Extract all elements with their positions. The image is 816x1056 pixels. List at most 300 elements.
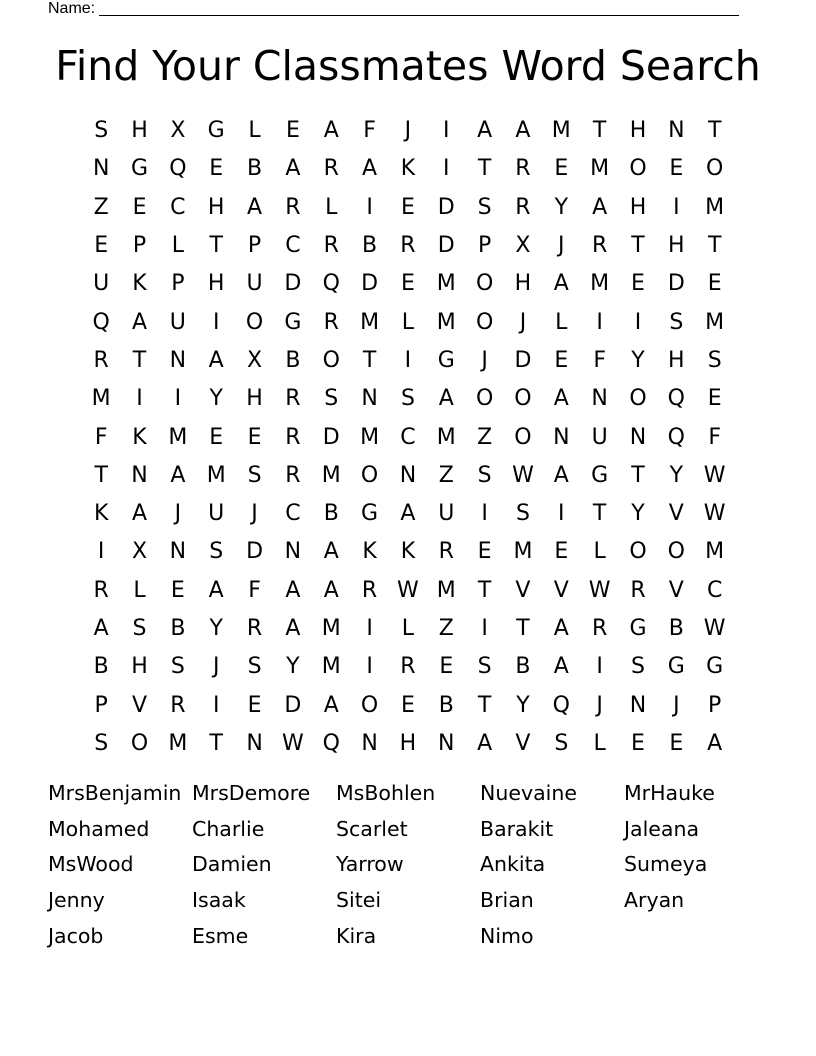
grid-letter: R — [515, 194, 531, 220]
grid-letter: D — [284, 692, 302, 718]
grid-letter: J — [404, 118, 412, 144]
grid-letter: S — [400, 386, 415, 412]
grid-letter: F — [593, 347, 606, 373]
grid-letter: J — [481, 347, 488, 373]
grid-letter: H — [668, 233, 685, 259]
grid-letter: K — [362, 539, 377, 565]
grid-letter: C — [400, 424, 416, 450]
grid-letter: N — [284, 539, 302, 565]
grid-letter: M — [436, 424, 456, 450]
grid-letter: E — [631, 271, 645, 297]
grid-letter: O — [475, 309, 494, 335]
grid-letter: Z — [477, 424, 493, 450]
word-list-item: Isaak — [192, 888, 246, 913]
grid-row — [82, 418, 735, 456]
grid-letter: M — [705, 194, 725, 220]
grid-letter: S — [132, 616, 147, 641]
page-title: Find Your Classmates Word Search — [55, 42, 761, 90]
grid-letter: R — [323, 233, 339, 259]
grid-letter: N — [92, 156, 110, 182]
grid-letter: A — [170, 462, 186, 488]
grid-letter: R — [630, 577, 646, 603]
grid-letter: F — [94, 424, 108, 450]
grid-letter: R — [285, 462, 301, 488]
grid-letter: O — [667, 539, 685, 565]
word-list-item: Charlie — [192, 816, 265, 841]
grid-letter: R — [438, 539, 454, 565]
grid-letter: G — [706, 654, 724, 680]
grid-letter: D — [437, 233, 455, 259]
grid-letter: C — [285, 233, 301, 259]
grid-row — [82, 686, 735, 724]
grid-letter: G — [437, 347, 455, 373]
grid-letter: X — [515, 233, 531, 259]
grid-letter: B — [362, 233, 378, 259]
grid-letter: E — [439, 654, 454, 680]
grid-letter: R — [400, 654, 416, 680]
grid-letter: O — [514, 424, 532, 450]
grid-letter: E — [247, 692, 262, 718]
grid-letter: Q — [667, 424, 685, 450]
grid-letter: D — [361, 271, 379, 297]
grid-letter: R — [591, 616, 608, 641]
grid-letter: O — [475, 271, 494, 297]
grid-letter: I — [558, 501, 565, 527]
grid-row — [82, 227, 735, 265]
grid-letter: S — [477, 462, 492, 488]
grid-letter: M — [360, 309, 380, 335]
word-list-item: Kira — [336, 923, 377, 948]
grid-letter: F — [708, 424, 721, 450]
grid-row — [82, 495, 735, 533]
grid-row — [82, 572, 735, 610]
grid-letter: E — [554, 539, 569, 565]
grid-letter: T — [516, 616, 530, 641]
word-list-item: Aryan — [624, 888, 685, 913]
grid-letter: N — [169, 539, 187, 565]
grid-letter: T — [592, 501, 607, 527]
grid-letter: M — [590, 156, 610, 182]
grid-letter: E — [170, 577, 185, 603]
grid-letter: R — [93, 347, 109, 373]
grid-letter: S — [515, 501, 530, 527]
grid-letter: I — [443, 156, 450, 182]
grid-letter: M — [321, 654, 341, 680]
grid-letter: X — [247, 347, 263, 373]
grid-letter: J — [673, 692, 680, 718]
grid-letter: H — [207, 271, 225, 297]
grid-letter: V — [553, 577, 569, 603]
grid-letter: T — [209, 233, 223, 259]
grid-letter: E — [209, 424, 224, 450]
grid-letter: S — [247, 654, 262, 680]
grid-letter: P — [708, 692, 722, 718]
grid-letter: N — [399, 462, 417, 488]
grid-letter: I — [673, 194, 680, 220]
grid-letter: J — [174, 501, 182, 527]
grid-letter: A — [592, 194, 608, 220]
grid-letter: V — [515, 730, 531, 756]
word-list-item: Nimo — [480, 923, 534, 948]
grid-letter: T — [477, 156, 492, 182]
word-list-item: MrsBenjamin — [48, 781, 182, 805]
grid-letter: I — [481, 616, 488, 641]
grid-letter: V — [668, 501, 684, 527]
grid-letter: E — [400, 194, 415, 220]
grid-letter: Z — [438, 462, 454, 488]
grid-letter: O — [514, 386, 532, 412]
grid-letter: Y — [554, 194, 569, 220]
grid-letter: R — [361, 577, 378, 603]
grid-letter: Q — [667, 386, 685, 412]
grid-letter: M — [360, 424, 380, 450]
grid-letter: M — [206, 462, 226, 488]
grid-letter: A — [553, 271, 569, 297]
grid-letter: E — [132, 194, 147, 220]
grid-letter: N — [169, 347, 187, 373]
grid-row — [82, 457, 735, 495]
grid-row — [82, 265, 735, 303]
grid-letter: Q — [322, 730, 340, 756]
grid-letter: A — [323, 577, 339, 603]
word-list-item: Esme — [192, 923, 249, 948]
grid-letter: R — [591, 233, 608, 259]
grid-letter: A — [362, 156, 378, 182]
grid-letter: L — [555, 309, 568, 335]
grid-letter: U — [591, 424, 608, 450]
grid-letter: H — [131, 118, 148, 144]
grid-letter: R — [515, 156, 531, 182]
grid-letter: A — [477, 118, 493, 144]
grid-letter: H — [246, 386, 263, 412]
grid-letter: D — [284, 271, 302, 297]
grid-letter: J — [596, 692, 603, 718]
grid-letter: A — [93, 616, 109, 641]
grid-letter: B — [515, 654, 531, 680]
grid-letter: H — [514, 271, 532, 297]
grid-letter: K — [400, 539, 416, 565]
grid-letter: O — [360, 692, 379, 718]
grid-letter: S — [94, 730, 109, 756]
grid-letter: N — [591, 386, 608, 412]
grid-letter: T — [477, 692, 492, 718]
grid-letter: H — [399, 730, 417, 756]
grid-row — [82, 725, 735, 763]
grid-letter: P — [247, 233, 262, 259]
grid-letter: I — [443, 118, 450, 144]
grid-letter: I — [212, 692, 220, 718]
grid-letter: N — [553, 424, 570, 450]
grid-letter: A — [438, 386, 454, 412]
grid-letter: L — [325, 194, 338, 220]
grid-letter: G — [207, 118, 225, 144]
grid-letter: Y — [631, 501, 645, 527]
grid-letter: B — [668, 616, 684, 641]
word-list-item: Sumeya — [624, 852, 708, 877]
grid-letter: O — [629, 539, 647, 565]
grid-letter: I — [404, 347, 412, 373]
grid-letter: A — [247, 194, 263, 220]
grid-letter: I — [481, 501, 488, 527]
grid-letter: B — [285, 347, 301, 373]
grid-letter: A — [323, 118, 339, 144]
grid-row — [82, 380, 735, 418]
grid-letter: H — [629, 118, 647, 144]
grid-letter: U — [169, 309, 186, 335]
grid-letter: O — [130, 730, 149, 756]
grid-letter: G — [667, 654, 685, 680]
grid-letter: A — [553, 654, 569, 680]
grid-letter: K — [132, 424, 147, 450]
grid-letter: N — [361, 386, 378, 412]
grid-letter: R — [285, 386, 301, 412]
grid-letter: D — [514, 347, 532, 373]
grid-letter: Q — [169, 156, 187, 182]
word-list — [48, 776, 768, 954]
grid-letter: S — [247, 462, 262, 488]
grid-letter: T — [707, 118, 722, 144]
grid-letter: G — [284, 309, 302, 335]
grid-letter: M — [321, 462, 341, 488]
grid-letter: A — [131, 501, 148, 527]
grid-row — [82, 303, 735, 341]
grid-letter: I — [174, 386, 182, 412]
grid-letter: A — [553, 386, 569, 412]
grid-letter: I — [97, 539, 105, 565]
grid-letter: L — [248, 118, 261, 144]
grid-letter: S — [477, 654, 492, 680]
grid-letter: E — [94, 233, 109, 259]
grid-letter: N — [629, 424, 647, 450]
grid-letter: V — [515, 577, 531, 603]
grid-letter: L — [593, 730, 606, 756]
grid-letter: O — [475, 386, 494, 412]
grid-letter: S — [170, 654, 185, 680]
grid-letter: E — [707, 386, 722, 412]
grid-letter: T — [209, 730, 223, 756]
grid-letter: G — [629, 616, 647, 641]
grid-letter: N — [629, 692, 647, 718]
grid-letter: O — [706, 156, 724, 182]
grid-letter: S — [94, 118, 109, 144]
grid-letter: M — [590, 271, 610, 297]
grid-letter: Q — [552, 692, 570, 718]
grid-letter: M — [705, 309, 725, 335]
grid-letter: D — [667, 271, 685, 297]
grid-letter: L — [401, 309, 415, 335]
grid-letter: B — [93, 654, 109, 680]
grid-letter: R — [285, 194, 301, 220]
grid-letter: M — [436, 577, 456, 603]
grid-letter: Y — [631, 347, 645, 373]
grid-row — [82, 112, 735, 150]
name-blank-line — [99, 0, 739, 16]
grid-letter: T — [132, 347, 147, 373]
grid-letter: N — [361, 730, 378, 756]
grid-letter: A — [515, 118, 531, 144]
grid-letter: I — [366, 654, 373, 680]
grid-letter: Z — [93, 194, 109, 220]
grid-letter: I — [136, 386, 143, 412]
grid-letter: S — [554, 730, 569, 756]
grid-letter: S — [324, 386, 339, 412]
grid-letter: H — [131, 654, 148, 680]
grid-letter: C — [170, 194, 186, 220]
grid-letter: G — [591, 462, 609, 488]
grid-letter: E — [247, 424, 262, 450]
grid-letter: S — [209, 539, 224, 565]
grid-letter: A — [208, 347, 224, 373]
grid-letter: J — [519, 309, 527, 335]
grid-letter: T — [477, 577, 492, 603]
word-list-item: MrHauke — [624, 781, 715, 805]
grid-letter: M — [513, 539, 533, 565]
word-list-item: Ankita — [480, 852, 546, 877]
grid-letter: P — [171, 271, 185, 297]
grid-letter: M — [551, 118, 571, 144]
grid-letter: E — [707, 271, 722, 297]
grid-letter: A — [400, 501, 416, 527]
word-list-item: Damien — [192, 852, 272, 877]
grid-letter: M — [168, 730, 188, 756]
grid-letter: B — [438, 692, 454, 718]
word-list-item: MsWood — [48, 852, 134, 877]
grid-letter: S — [631, 654, 645, 680]
grid-letter: B — [323, 501, 339, 527]
grid-letter: B — [170, 616, 186, 641]
word-list-item: Yarrow — [336, 852, 404, 877]
grid-letter: N — [131, 462, 148, 488]
grid-letter: I — [366, 194, 373, 220]
grid-letter: Y — [516, 692, 530, 718]
grid-letter: A — [208, 577, 224, 603]
grid-letter: Q — [92, 309, 110, 335]
grid-letter: I — [212, 309, 220, 335]
grid-letter: U — [93, 271, 110, 297]
grid-letter: H — [207, 194, 225, 220]
grid-letter: K — [400, 156, 416, 182]
grid-letter: X — [131, 539, 148, 565]
word-list-item: Nuevaine — [480, 781, 577, 805]
grid-letter: M — [91, 386, 111, 412]
grid-letter: T — [631, 233, 645, 259]
word-list-item: Brian — [480, 888, 534, 913]
grid-letter: H — [668, 347, 685, 373]
grid-letter: A — [707, 730, 723, 756]
grid-letter: O — [360, 462, 379, 488]
grid-letter: P — [477, 233, 492, 259]
grid-letter: E — [477, 539, 492, 565]
grid-letter: Y — [669, 462, 684, 488]
grid-letter: K — [132, 271, 147, 297]
grid-letter: L — [133, 577, 146, 603]
grid-letter: O — [245, 309, 264, 335]
grid-letter: G — [130, 156, 149, 182]
grid-letter: W — [703, 462, 726, 488]
grid-letter: T — [362, 347, 377, 373]
grid-letter: M — [705, 539, 725, 565]
grid-letter: S — [707, 347, 722, 373]
word-list-item: Mohamed — [48, 816, 150, 841]
grid-letter: I — [366, 616, 373, 641]
grid-letter: B — [247, 156, 263, 182]
name-label: Name: — [48, 0, 96, 17]
grid-row — [82, 189, 735, 227]
grid-letter: I — [634, 309, 642, 335]
grid-letter: L — [593, 539, 606, 565]
grid-letter: A — [477, 730, 493, 756]
grid-letter: W — [703, 616, 726, 641]
grid-letter: W — [512, 462, 534, 488]
grid-row — [82, 610, 735, 648]
grid-row — [82, 533, 735, 571]
grid-letter: Q — [322, 271, 340, 297]
grid-letter: O — [322, 347, 340, 373]
grid-letter: T — [707, 233, 722, 259]
grid-letter: H — [629, 194, 647, 220]
grid-letter: P — [132, 233, 147, 259]
grid-letter: W — [703, 501, 726, 527]
grid-letter: F — [363, 118, 376, 144]
grid-letter: T — [631, 462, 645, 488]
name-field — [48, 0, 739, 18]
grid-letter: A — [323, 539, 339, 565]
grid-letter: W — [397, 577, 419, 603]
grid-letter: E — [285, 118, 300, 144]
word-list-item: MsBohlen — [336, 781, 436, 805]
grid-letter: W — [588, 577, 611, 603]
grid-letter: R — [323, 156, 339, 182]
grid-letter: E — [400, 271, 415, 297]
grid-letter: M — [436, 309, 456, 335]
word-list-item: Barakit — [480, 816, 554, 841]
grid-letter: R — [400, 233, 416, 259]
grid-letter: R — [93, 577, 109, 603]
word-list-item: MrsDemore — [192, 781, 311, 805]
grid-letter: U — [438, 501, 455, 527]
grid-letter: M — [321, 616, 341, 641]
grid-letter: O — [629, 156, 647, 182]
grid-letter: A — [285, 577, 301, 603]
grid-letter: R — [170, 692, 186, 718]
grid-letter: I — [596, 309, 603, 335]
grid-letter: E — [554, 347, 569, 373]
letter-grid — [82, 112, 735, 763]
grid-letter: A — [131, 309, 148, 335]
grid-letter: M — [436, 271, 456, 297]
grid-letter: Z — [438, 616, 454, 641]
grid-letter: N — [668, 118, 685, 144]
grid-letter: J — [251, 501, 258, 527]
grid-letter: N — [438, 730, 455, 756]
grid-letter: K — [93, 501, 109, 527]
grid-letter: D — [322, 424, 340, 450]
word-list-item: Jacob — [48, 923, 104, 948]
grid-letter: E — [631, 730, 645, 756]
word-list-item: Sitei — [336, 888, 382, 913]
grid-row — [82, 150, 735, 188]
word-list-item: Jenny — [48, 888, 105, 913]
grid-letter: E — [400, 692, 415, 718]
grid-letter: A — [285, 616, 301, 641]
grid-row — [82, 342, 735, 380]
grid-letter: D — [246, 539, 264, 565]
word-list-item: Jaleana — [624, 816, 700, 841]
grid-letter: U — [208, 501, 225, 527]
grid-letter: T — [94, 462, 108, 488]
grid-letter: D — [437, 194, 455, 220]
grid-letter: L — [171, 233, 184, 259]
